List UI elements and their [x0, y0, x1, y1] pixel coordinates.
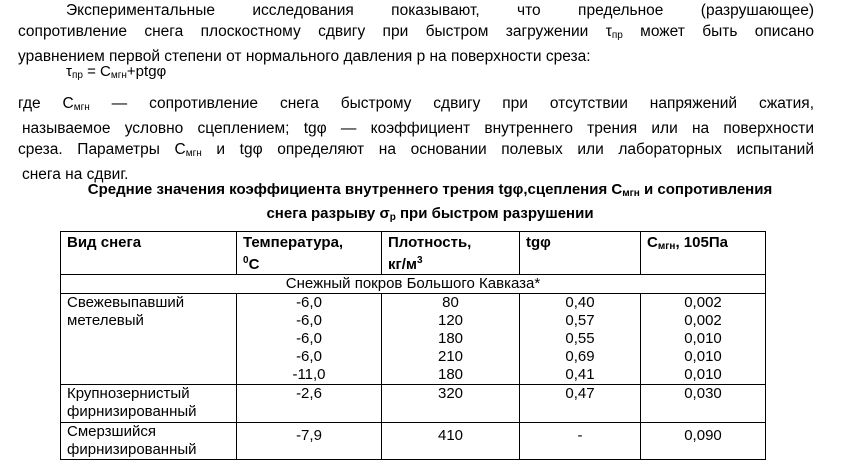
tau-pr-symbol: $\tau_{пр}$: [605, 23, 623, 41]
snow-properties-table: [60, 231, 766, 460]
where-line-1: где $C_{мгн}$ — сопротивление снега быстрому сдвигу при отсутствии напряжений сжатия,: [18, 95, 814, 113]
intro-line-2: сопротивление снега плоскостному сдвигу при быстром загружении $\tau_{пр}$ может быть описано: [18, 23, 814, 41]
header-density: Плотность, $кг/м^3$: [382, 232, 520, 275]
density-cell: 410: [382, 423, 520, 460]
group-row: [61, 275, 766, 294]
table-row: [61, 294, 766, 385]
tg-phi-cell: 0,47: [520, 385, 641, 423]
density-cell: 320: [382, 385, 520, 423]
temperature-cell: -6,0 -6,0 -6,0 -6,0 -11,0: [237, 294, 382, 385]
snow-type-cell: Смерзшийся фирнизированный: [61, 423, 237, 460]
intro-line-1: Экспериментальные исследования показывают, что предельное (разрушающее): [66, 2, 814, 19]
header-c-mgn: $C_{мгн}$, 105Па: [641, 232, 766, 275]
caption-line-2: снега разрыву $\sigma_р$ при быстром разрушении: [266, 205, 594, 223]
table-row: [61, 423, 766, 460]
intro-line-3: уравнением первой степени от нормального давления р на поверхности среза:: [18, 48, 591, 65]
c-mgn-cell: 0,090: [641, 423, 766, 460]
intro-paragraph: [18, 0, 814, 67]
caption-line-1: Средние значения коэффициента внутреннего трения tgφ,сцепления $C_{мгн}$ и сопротивления: [87, 181, 773, 199]
tg-phi-cell: -: [520, 423, 641, 460]
table-row: [61, 385, 766, 423]
c-mgn-cell: 0,030: [641, 385, 766, 423]
header-snow-type: Вид снега: [61, 232, 237, 275]
table-caption: [60, 180, 800, 228]
snow-type-cell: Свежевыпавший метелевый: [61, 294, 237, 385]
where-line-2: называемое условно сцеплением; tgφ — коэффициент внутреннего трения или на поверхности: [22, 120, 814, 137]
temperature-cell: -2,6: [237, 385, 382, 423]
snow-type-cell: Крупнозернистый фирнизированный: [61, 385, 237, 423]
header-tg-phi: tgφ: [520, 232, 641, 275]
table-header-row: [61, 232, 766, 275]
temperature-cell: -7,9: [237, 423, 382, 460]
density-cell: 80 120 180 210 180: [382, 294, 520, 385]
formula: $\tau_{пр} = C_{мгн}+ptg\varphi$: [66, 63, 167, 81]
header-temperature: Температура, $^0$С: [237, 232, 382, 275]
group-title: Снежный покров Большого Кавказа*: [61, 275, 766, 294]
where-line-4: снега на сдвиг.: [22, 166, 129, 183]
where-line-3: среза. Параметры $C_{мгн}$ и tgφ определяют на основании полевых или лабораторных испытаний: [18, 141, 815, 159]
tg-phi-cell: 0,40 0,57 0,55 0,69 0,41: [520, 294, 641, 385]
definitions-paragraph: [18, 93, 814, 185]
c-mgn-cell: 0,002 0,002 0,010 0,010 0,010: [641, 294, 766, 385]
